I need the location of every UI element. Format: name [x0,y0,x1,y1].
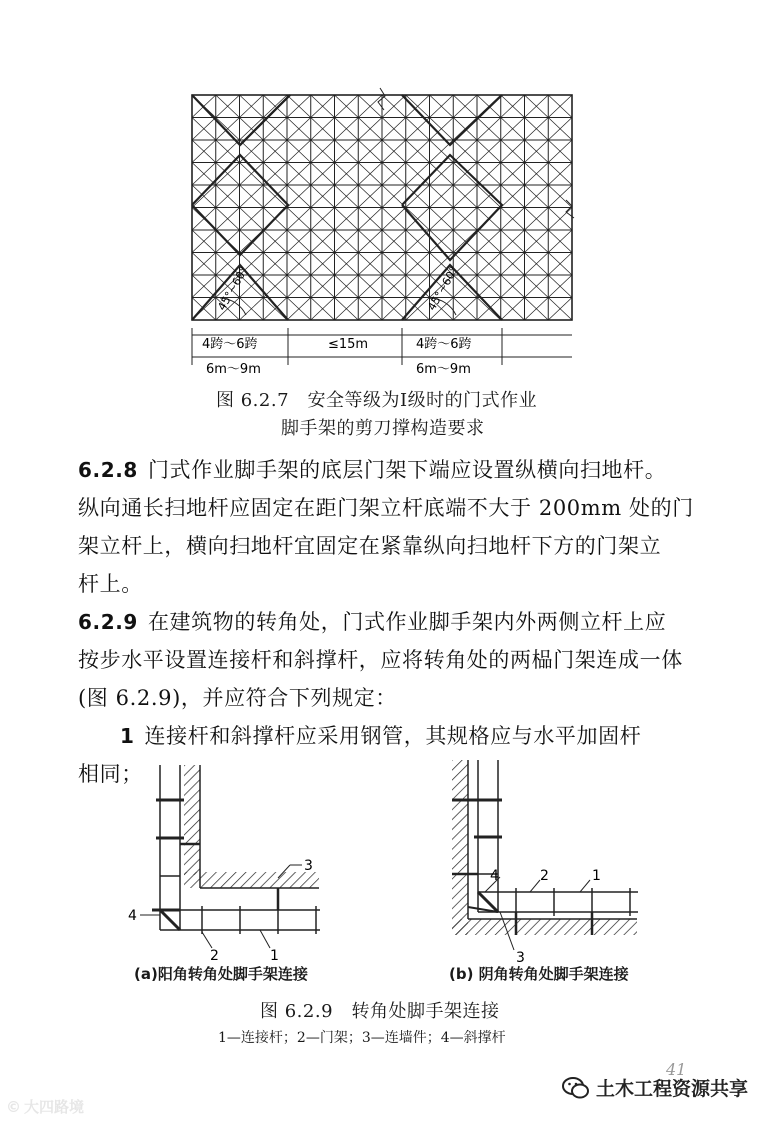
figure-6-2-7-caption-line2: 脚手架的剪刀撑构造要求 [281,418,485,439]
clause-line: 连接杆和斜撑杆应采用钢管，其规格应与水平加固杆 [144,724,642,748]
watermark-left-text: 大四路境 [24,1098,85,1116]
subfigure-a-caption: (a)阳角转角处脚手架连接 [134,965,308,983]
subfigure-b-caption: (b) 阴角转角处脚手架连接 [449,965,629,983]
watermark-logo-icon: © [6,1097,21,1116]
dim-left-spans: 4跨～6跨 [202,337,258,352]
dim-right-spans: 4跨～6跨 [416,337,472,352]
clause-line: 纵向通长扫地杆应固定在距门架立杆底端不大于 200mm 处的门 [78,496,694,520]
clause-line: 杆上。 [78,572,143,596]
clause-line: 相同； [78,762,143,786]
dim-right-len: 6m～9m [416,362,471,377]
clause-6-2-8 [78,451,694,603]
clause-line: 在建筑物的转角处，门式作业脚手架内外两侧立杆上应 [147,610,667,634]
label-1: 1 [592,868,601,884]
label-4: 4 [490,868,499,884]
wechat-icon [562,1076,590,1100]
angle-label-left: 45°~60° [215,264,251,313]
watermark-left [6,1096,84,1117]
clause-line: 架立杆上，横向扫地杆宜固定在紧靠纵向扫地杆下方的门架立 [78,534,662,558]
corner-inner-figure [440,752,660,962]
watermark-right [562,1074,748,1101]
dim-mid: ≤15m [328,337,369,352]
label-2: 2 [540,868,549,884]
figure-6-2-7-caption-line1: 图 6.2.7 安全等级为Ⅰ级时的门式作业 [216,390,538,411]
clause-line: (图 6.2.9)，并应符合下列规定： [78,686,397,710]
clause-number: 6.2.9 [78,610,138,634]
corner-outer-figure [120,760,340,960]
scissor-brace-figure [180,80,600,380]
item-number: 1 [120,724,135,748]
label-2: 2 [210,948,219,960]
clause-number: 6.2.8 [78,458,138,482]
clause-line: 门式作业脚手架的底层门架下端应设置纵横向扫地杆。 [147,458,667,482]
page-number: 41 [666,1060,687,1079]
figure-6-2-9-caption: 图 6.2.9 转角处脚手架连接 [260,1001,500,1022]
watermark-right-text: 土木工程资源共享 [596,1078,749,1100]
label-3: 3 [516,950,525,962]
label-3: 3 [304,858,313,874]
dim-left-len: 6m～9m [206,362,261,377]
clause-line: 按步水平设置连接杆和斜撑杆，应将转角处的两榀门架连成一体 [78,648,683,672]
label-1: 1 [270,948,279,960]
figure-6-2-9-legend: 1—连接杆；2—门架；3—连墙件；4—斜撑杆 [218,1030,506,1046]
angle-label-right: 45°~60° [425,264,461,313]
label-4: 4 [128,908,137,924]
